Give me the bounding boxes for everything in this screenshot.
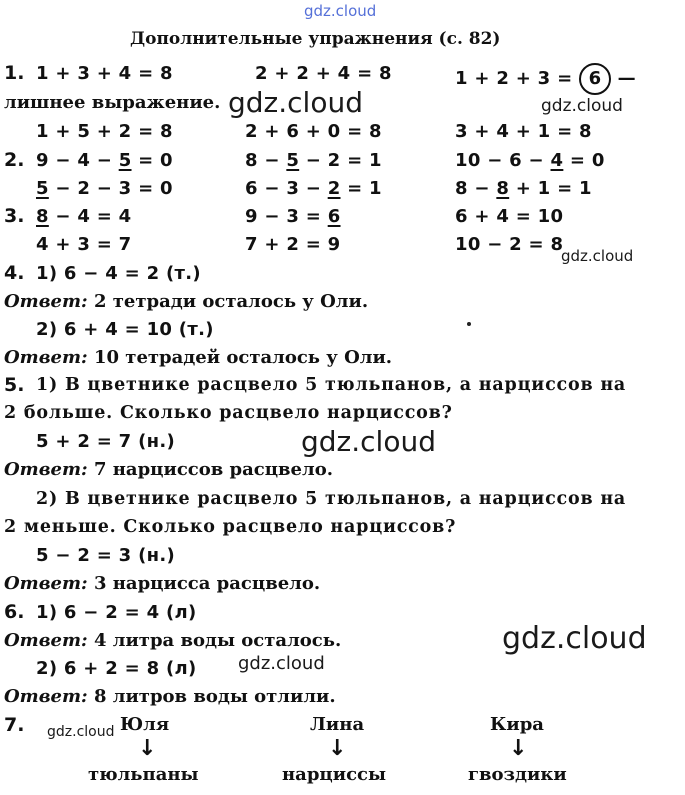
ex1-c1-dash: — [617,68,636,89]
ex5-task1-line1: 1) В цветнике расцвело 5 тюльпанов, а нарциссов на [36,375,627,395]
ex5-solution-1: 5 + 2 = 7 (н.) [36,431,175,452]
ex4-answer-1: Ответ: 2 тетради осталось у Оли. [4,291,369,312]
ex3-r1-b: 9 − 3 = 6 [245,206,341,227]
stray-dot [467,322,471,326]
watermark-2: gdz.cloud [541,96,623,116]
ex1-note: лишнее выражение. [4,92,221,113]
ex5-task2-line1: 2) В цветнике расцвело 5 тюльпанов, а нарциссов на [36,489,627,509]
flower-tulips: тюльпаны [88,764,199,785]
ex3-r2-b: 7 + 2 = 9 [245,234,341,255]
ex1-expr-a2: 1 + 5 + 2 = 8 [36,121,173,142]
page-title: Дополнительные упражнения (с. 82) [130,29,501,49]
exercise-1-number: 1. [4,62,25,84]
ex3-r2-a: 4 + 3 = 7 [36,234,132,255]
ex4-answer-2: Ответ: 10 тетрадей осталось у Оли. [4,347,393,368]
ex2-r2-c: 8 − 8 + 1 = 1 [455,178,592,199]
ex6-part1: 1) 6 − 2 = 4 (л) [36,602,197,623]
ex4-part2: 2) 6 + 4 = 10 (т.) [36,319,214,340]
ex1-expr-b2: 2 + 6 + 0 = 8 [245,121,382,142]
circled-answer: 6 [579,63,611,95]
ex6-answer-2: Ответ: 8 литров воды отлили. [4,686,336,707]
ex2-r1-a: 9 − 4 − 5 = 0 [36,150,173,171]
exercise-3-number: 3. [4,205,25,227]
ex5-answer-1: Ответ: 7 нарциссов расцвело. [4,459,333,480]
ex1-expr-a1: 1 + 3 + 4 = 8 [36,63,173,84]
ex5-solution-2: 5 − 2 = 3 (н.) [36,545,175,566]
ex3-r1-a: 8 − 4 = 4 [36,206,132,227]
ex1-expr-c2: 3 + 4 + 1 = 8 [455,121,592,142]
exercise-5-number: 5. [4,374,25,396]
exercise-4-number: 4. [4,262,25,284]
exercise-6-number: 6. [4,601,25,623]
ex2-r2-b: 6 − 3 − 2 = 1 [245,178,382,199]
watermark-7: gdz.cloud [47,724,115,740]
ex5-answer-2: Ответ: 3 нарцисса расцвело. [4,573,321,594]
name-lina: Лина [310,714,365,735]
ex2-r1-c: 10 − 6 − 4 = 0 [455,150,605,171]
ex5-task1-line2: 2 больше. Сколько расцвело нарциссов? [4,403,453,423]
ex6-answer-1: Ответ: 4 литра воды осталось. [4,630,342,651]
name-yulya: Юля [120,714,170,735]
watermark-6: gdz.cloud [238,653,325,674]
watermark-top: gdz.cloud [304,2,377,20]
exercise-7-number: 7. [4,714,25,736]
ex6-part2: 2) 6 + 2 = 8 (л) [36,658,197,679]
watermark-5: gdz.cloud [502,621,647,656]
name-kira: Кира [490,714,544,735]
ex4-part1: 1) 6 − 4 = 2 (т.) [36,263,201,284]
arrow-down-icon: ↓ [328,736,347,761]
watermark-3: gdz.cloud [561,247,634,265]
arrow-down-icon: ↓ [138,736,157,761]
ex1-expr-b1: 2 + 2 + 4 = 8 [255,63,392,84]
flower-carnations: гвоздики [468,764,567,785]
flower-daffodils: нарциссы [282,764,387,785]
ex5-task2-line2: 2 меньше. Сколько расцвело нарциссов? [4,517,457,537]
ex2-r2-a: 5 − 2 − 3 = 0 [36,178,173,199]
ex3-r2-c: 10 − 2 = 8 [455,234,564,255]
ex3-r1-c: 6 + 4 = 10 [455,206,564,227]
watermark-4: gdz.cloud [301,425,436,458]
exercise-2-number: 2. [4,149,25,171]
ex2-r1-b: 8 − 5 − 2 = 1 [245,150,382,171]
ex1-c1-pre: 1 + 2 + 3 = [455,68,573,89]
arrow-down-icon: ↓ [509,736,528,761]
watermark-1: gdz.cloud [228,86,363,119]
ex1-expr-c1 [455,63,636,95]
